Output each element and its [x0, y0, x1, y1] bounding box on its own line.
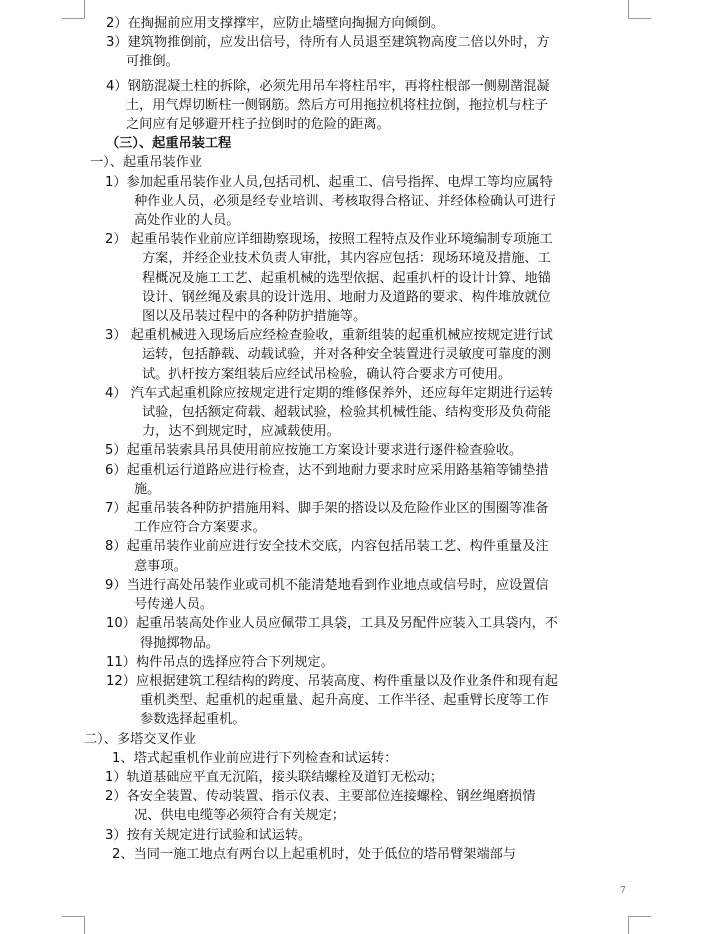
- list-item-6: 6）起重机运行道路应进行检查，达不到地耐力要求时应采用路基箱等铺垫措施。: [105, 462, 549, 497]
- subsection-heading: 一）、起重吊装作业: [90, 155, 203, 171]
- list-item-7: 7）起重吊装各种防护措施用料、脚手架的搭设以及危险作业区的围圈等准备工作应符合方案要求。: [105, 501, 549, 536]
- paragraph-item-2: 2）在掏掘前应用支撑撑牢，应防止墙壁向掏掘方向倾倒。: [106, 16, 445, 31]
- subsection-heading-2: 二）、多塔交叉作业: [84, 731, 197, 747]
- paragraph-item-3: 3）建筑物推倒前，应发出信号，待所有人员退至建筑物高度二倍以外时，方可推倒。: [106, 35, 550, 70]
- check-item-2: 2）各安全装置、传动装置、指示仪表、主要部位连接螺栓、钢丝绳磨损情况、供电电缆等必须符合有关规定；: [105, 789, 536, 824]
- numbered-item-2: 2、当同一施工地点有两台以上起重机时，处于低位的塔吊臂架端部与: [112, 846, 517, 862]
- list-item-9: 9）当进行高处吊装作业或司机不能清楚地看到作业地点或信号时，应设置信号传递人员。: [105, 577, 549, 613]
- list-item-3: 3） 起重机械进入现场后应经检查验收，重新组装的起重机械应按规定进行试运转，包括静载、动载试验，并对各种安全装置进行灵敏度可靠度的测试。扒杆按方案组装后应经试吊检验，确认符合要求方可使用。: [105, 328, 553, 382]
- page-number: 7: [620, 886, 626, 896]
- list-item-12: 12）应根据建筑工程结构的跨度、吊装高度、构件重量以及作业条件和现有起重机类型、起重机的起重量、起升高度、工作半径、起重臂长度等工作参数选择起重机。: [106, 673, 558, 728]
- paragraph-item-4: 4）钢筋混凝土柱的拆除，必须先用吊车将柱吊牢，再将柱根部一侧剔凿混凝土，用气焊切断柱一侧钢筋。然后方可用拖拉机将柱拉倒，拖拉机与柱子之间应有足够避开柱子拉倒时的危险的距离。: [106, 78, 550, 133]
- list-item-11: 11）构件吊点的选择应符合下列规定。: [106, 654, 334, 670]
- check-item-1: 1）轨道基础应平直无沉陷，接头联结螺栓及道钉无松动；: [105, 769, 444, 785]
- list-item-8: 8）起重吊装作业前应进行安全技术交底，内容包括吊装工艺、构件重量及注意事项。: [105, 539, 549, 574]
- numbered-item-1: 1、塔式起重机作业前应进行下列检查和试运转：: [112, 750, 398, 766]
- crop-mark-top-left: [62, 0, 85, 19]
- list-item-2: 2） 起重吊装作业前应详细勘察现场，按照工程特点及作业环境编制专项施工方案，并经企业技术负责人审批，其内容应包括：现场环境及措施、工程概况及施工工艺、起重机械的选型依据、起重扒杆的设计计算、地锚设计、钢丝绳及索具的设计选用、地耐力及道路的要求、构件堆放就位图以及吊装过程中的各种防护措施等。: [105, 232, 553, 325]
- list-item-4: 4） 汽车式起重机除应按规定进行定期的维修保养外，还应每年定期进行运转试验，包括额定荷载、超载试验，检验其机械性能、结构变形及负荷能力，达不到规定时，应减载使用。: [105, 385, 553, 440]
- crop-mark-bottom-left: [62, 916, 85, 934]
- list-item-5: 5）起重吊装索具吊具使用前应按施工方案设计要求进行逐件检查验收。: [105, 443, 523, 459]
- list-item-1: 1）参加起重吊装作业人员,包括司机、起重工、信号指挥、电焊工等均应属特种作业人员，必须是经专业培训、考核取得合格证、并经体检确认可进行高处作业的人员。: [105, 174, 556, 229]
- crop-mark-bottom-right: [628, 916, 651, 934]
- document-body: [84, 14, 560, 864]
- check-item-3: 3）按有关规定进行试验和试运转。: [105, 827, 312, 843]
- crop-mark-top-right: [628, 0, 651, 19]
- list-item-10: 10）起重吊装高处作业人员应佩带工具袋，工具及另配件应装入工具袋内，不得抛掷物品。: [106, 616, 558, 651]
- section-heading: （三）、起重吊装工程: [106, 136, 232, 152]
